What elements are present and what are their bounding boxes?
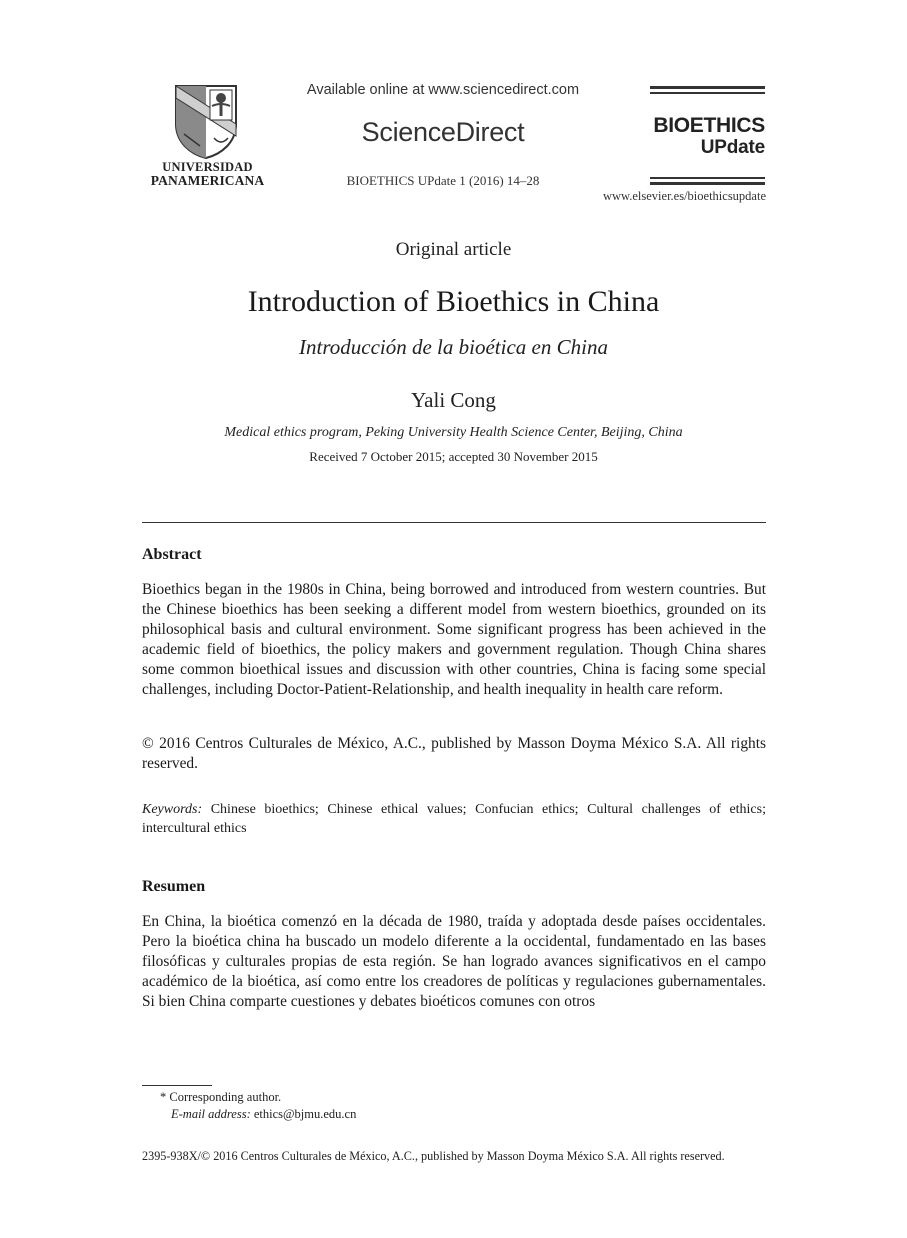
article-type: Original article — [395, 239, 512, 260]
journal-logo-rule-top-2 — [650, 92, 765, 94]
email-address[interactable]: ethics@bjmu.edu.cn — [253, 1107, 357, 1121]
resumen-text: En China, la bioética comenzó en la década de 1980, traída y adoptada desde países occidentales. Pero la bioética china ha buscado un modelo diferente a la occidental, fundamentado en las bases filosóficas y culturales propias de esta región. Se han logrado avances significativos en el campo académico de la bioética, así como entre los creadores de políticas y regulaciones gubernamentales. Si bien China comparte cuestiones y debates bioéticos comunes con otros — [142, 913, 766, 1011]
section-divider — [142, 522, 766, 523]
email-label: E-mail address: — [171, 1107, 251, 1121]
journal-logo-line2: UPdate — [700, 137, 765, 158]
journal-logo-rule-top-1 — [650, 86, 765, 89]
journal-url-link[interactable]: www.elsevier.es/bioethicsupdate — [602, 189, 766, 203]
abstract-text: Bioethics began in the 1980s in China, being borrowed and introduced from western countries. But the Chinese bioethics has been seeking a different model from western bioethics, grounded on its philosophical basis and cultural environment. Some significant progress has been achieved in the academic field of bioethics, the policy makers and government regulation. Though China shares some common bioethical issues and discussion with other countries, China is facing some special challenges, including Doctor-Patient-Relationship, and health inequality in health care reform. — [142, 581, 766, 699]
author-name[interactable]: Yali Cong — [411, 388, 496, 412]
keywords-list: Chinese bioethics; Chinese ethical values; Confucian ethics; Cultural challenges of ethics; intercultural ethics — [142, 802, 766, 836]
university-name-line1: UNIVERSIDAD — [162, 160, 253, 174]
keywords — [142, 801, 766, 838]
journal-logo-line1: BIOETHICS — [653, 114, 765, 137]
keywords-label: Keywords: — [142, 802, 203, 817]
journal-logo-rule-bottom-1 — [650, 177, 765, 179]
author-affiliation: Medical ethics program, Peking University Health Science Center, Beijing, China — [224, 425, 683, 440]
article-subtitle: Introducción de la bioética en China — [299, 335, 608, 359]
resumen-heading: Resumen — [142, 878, 206, 895]
available-online-text[interactable]: Available online at www.sciencedirect.com — [306, 82, 580, 98]
corresponding-author-note: * Corresponding author. — [160, 1090, 282, 1104]
university-name-line2: PANAMERICANA — [150, 173, 265, 188]
email-footnote — [171, 1107, 356, 1122]
sciencedirect-wordmark: ScienceDirect — [361, 117, 525, 147]
received-dates: Received 7 October 2015; accepted 30 November 2015 — [309, 449, 598, 464]
journal-logo-rule-bottom-2 — [650, 182, 765, 185]
abstract-heading: Abstract — [142, 546, 202, 563]
university-crest-icon — [174, 84, 238, 160]
issn-copyright-line: 2395-938X/© 2016 Centros Culturales de México, A.C., published by Masson Doyma México S.A. All rights reserved. — [142, 1149, 725, 1163]
journal-citation: BIOETHICS UPdate 1 (2016) 14–28 — [346, 173, 540, 188]
abstract-copyright: © 2016 Centros Culturales de México, A.C., published by Masson Doyma México S.A. All rights reserved. — [142, 735, 766, 773]
article-title: Introduction of Bioethics in China — [247, 285, 660, 318]
university-logo — [140, 84, 275, 188]
footnote-rule — [142, 1085, 212, 1086]
